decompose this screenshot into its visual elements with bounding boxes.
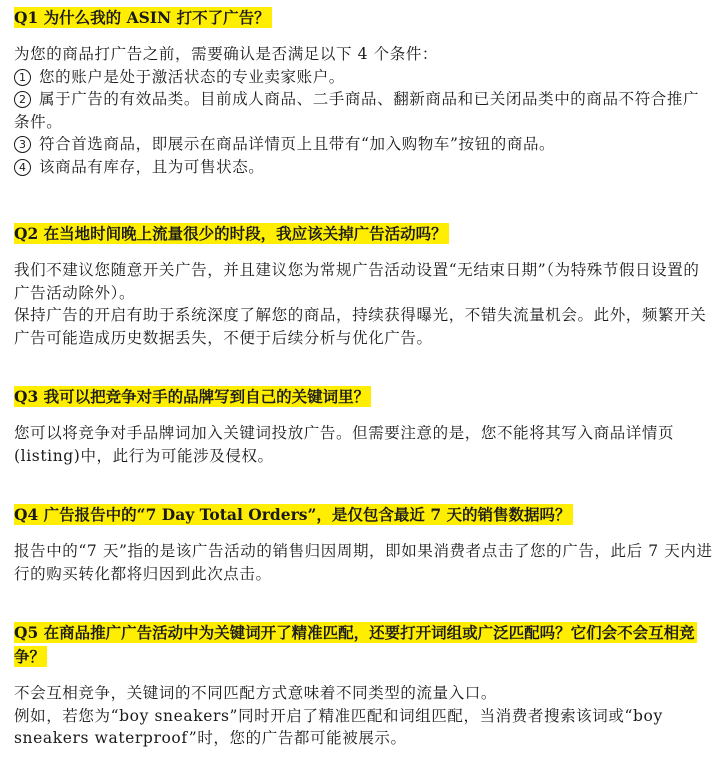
faq-q3 xyxy=(14,385,715,467)
question-heading: Q4 广告报告中的“7 Day Total Orders”，是仅包含最近 7 天的销售数据吗？ xyxy=(14,505,571,524)
question-heading: Q1 为什么我的 ASIN 打不了广告？ xyxy=(14,8,270,27)
condition-item: 1 您的账户是处于激活状态的专业卖家账户。 xyxy=(14,66,715,89)
faq-q1 xyxy=(14,6,715,178)
answer-paragraph: 您可以将竞争对手品牌词加入关键词投放广告。但需要注意的是，您不能将其写入商品详情页(listing)中，此行为可能涉及侵权。 xyxy=(14,424,675,465)
answer-paragraph: 保持广告的开启有助于系统深度了解您的商品，持续获得曝光，不错失流量机会。此外，频繁开关广告可能造成历史数据丢失，不便于后续分析与优化广告。 xyxy=(14,306,707,347)
faq-q4 xyxy=(14,503,715,585)
answer-paragraph: 例如，若您为“boy sneakers”同时开启了精准匹配和词组匹配，当消费者搜索该词或“boy sneakers waterproof”时，您的广告都可能被展示。 xyxy=(14,706,663,747)
question-heading: Q3 我可以把竞争对手的品牌写到自己的关键词里？ xyxy=(14,387,370,406)
faq-q2 xyxy=(14,222,715,349)
answer-paragraph: 不会互相竞争，关键词的不同匹配方式意味着不同类型的流量入口。 xyxy=(14,684,498,702)
condition-item: 2 属于广告的有效品类。目前成人商品、二手商品、翻新商品和已关闭品类中的商品不符合推广条件。 xyxy=(14,90,700,131)
circled-number-icon: 3 xyxy=(14,136,31,153)
circled-number-icon: 2 xyxy=(14,91,31,108)
answer-paragraph: 我们不建议您随意开关广告，并且建议您为常规广告活动设置“无结束日期”（为特殊节假日设置的广告活动除外）。 xyxy=(14,261,700,302)
circled-number-icon: 4 xyxy=(14,159,31,176)
question-heading: Q2 在当地时间晚上流量很少的时段，我应该关掉广告活动吗？ xyxy=(14,224,447,243)
circled-number-icon: 1 xyxy=(14,69,31,86)
condition-item: 3 符合首选商品，即展示在商品详情页上且带有“加入购物车”按钮的商品。 xyxy=(14,133,715,156)
faq-q5 xyxy=(14,621,715,750)
condition-item: 4 该商品有库存，且为可售状态。 xyxy=(14,156,715,179)
question-heading: Q5 在商品推广广告活动中为关键词开了精准匹配，还要打开词组或广泛匹配吗？它们会不会互相竞争？ xyxy=(14,623,695,666)
answer-paragraph: 报告中的“7 天”指的是该广告活动的销售归因周期，即如果消费者点击了您的广告，此后 7 天内进行的购买转化都将归因到此次点击。 xyxy=(14,542,713,583)
condition-list xyxy=(14,66,715,179)
q1-intro: 为您的商品打广告之前，需要确认是否满足以下 4 个条件： xyxy=(14,45,439,63)
